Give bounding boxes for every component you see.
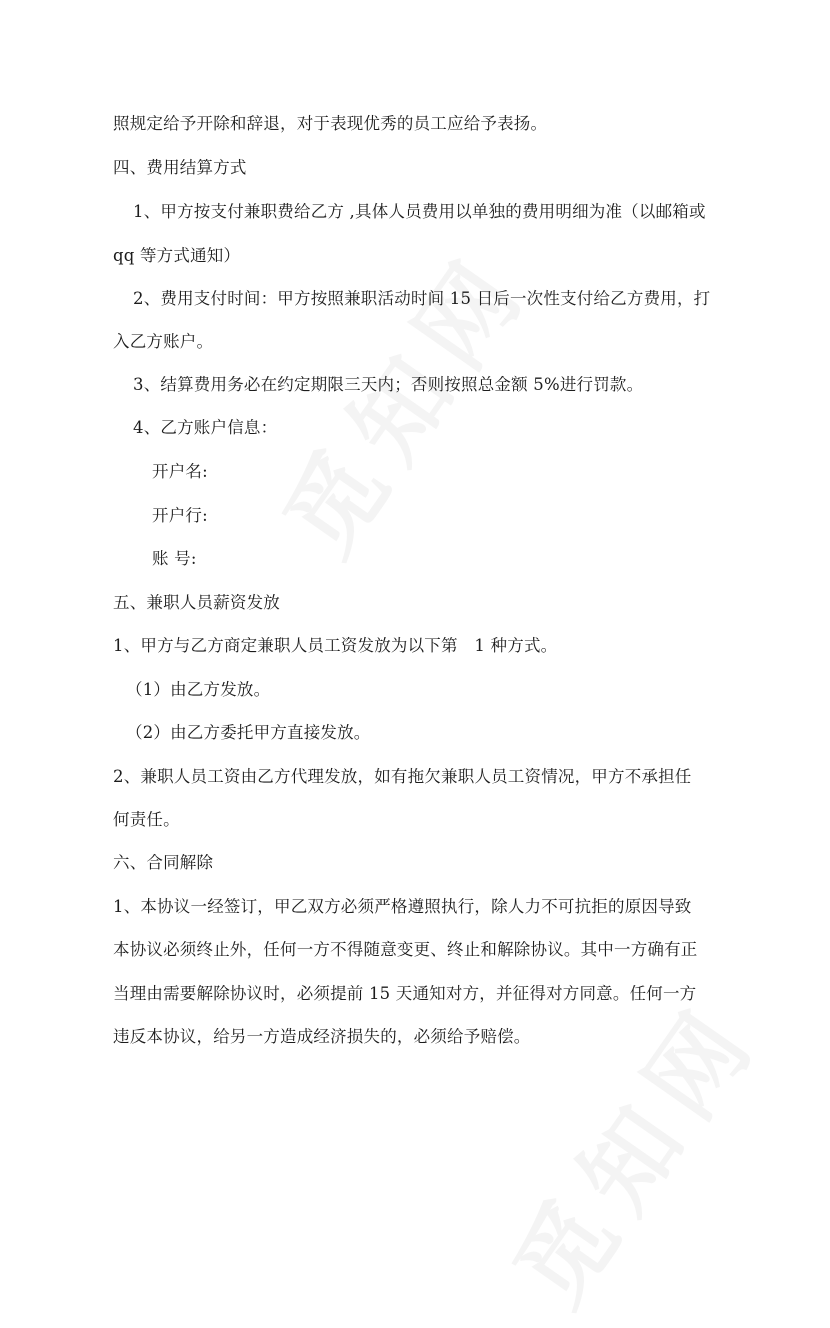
section-heading: 六、合同解除 xyxy=(113,853,214,872)
paragraph-line: 本协议必须终止外，任何一方不得随意变更、终止和解除协议。其中一方确有正 xyxy=(113,940,698,959)
account-name-label: 开户名: xyxy=(152,462,208,481)
paragraph-line: 2、兼职人员工资由乙方代理发放，如有拖欠兼职人员工资情况，甲方不承担任 xyxy=(113,767,692,786)
paragraph-line: 违反本协议，给另一方造成经济损失的，必须给予赔偿。 xyxy=(113,1027,531,1046)
section-heading: 四、费用结算方式 xyxy=(113,158,247,177)
paragraph-line: qq 等方式通知） xyxy=(113,246,241,265)
watermark xyxy=(477,969,785,1328)
paragraph-line: 3、结算费用务必在约定期限三天内；否则按照总金额 5%进行罚款。 xyxy=(133,375,644,394)
list-item: （1）由乙方发放。 xyxy=(126,680,271,699)
list-item: （2）由乙方委托甲方直接发放。 xyxy=(126,723,371,742)
paragraph-line: 何责任。 xyxy=(113,810,180,829)
paragraph-line: 入乙方账户。 xyxy=(113,332,214,351)
paragraph-line: 当理由需要解除协议时，必须提前 15 天通知对方，并征得对方同意。任何一方 xyxy=(113,984,697,1003)
account-bank-label: 开户行: xyxy=(152,506,208,525)
account-number-label: 账 号: xyxy=(152,549,197,568)
paragraph-line: 照规定给予开除和辞退，对于表现优秀的员工应给予表扬。 xyxy=(113,114,548,133)
watermark xyxy=(247,219,555,578)
paragraph-line: 1、甲方与乙方商定兼职人员工资发放为以下第 1 种方式。 xyxy=(113,636,558,655)
section-heading: 五、兼职人员薪资发放 xyxy=(113,593,280,612)
paragraph-line: 4、乙方账户信息： xyxy=(133,418,278,437)
paragraph-line: 1、本协议一经签订，甲乙双方必须严格遵照执行，除人力不可抗拒的原因导致 xyxy=(113,897,692,916)
paragraph-line: 1、甲方按支付兼职费给乙方 ,具体人员费用以单独的费用明细为准（以邮箱或 xyxy=(133,202,706,221)
paragraph-line: 2、费用支付时间：甲方按照兼职活动时间 15 日后一次性支付给乙方费用，打 xyxy=(133,289,711,308)
